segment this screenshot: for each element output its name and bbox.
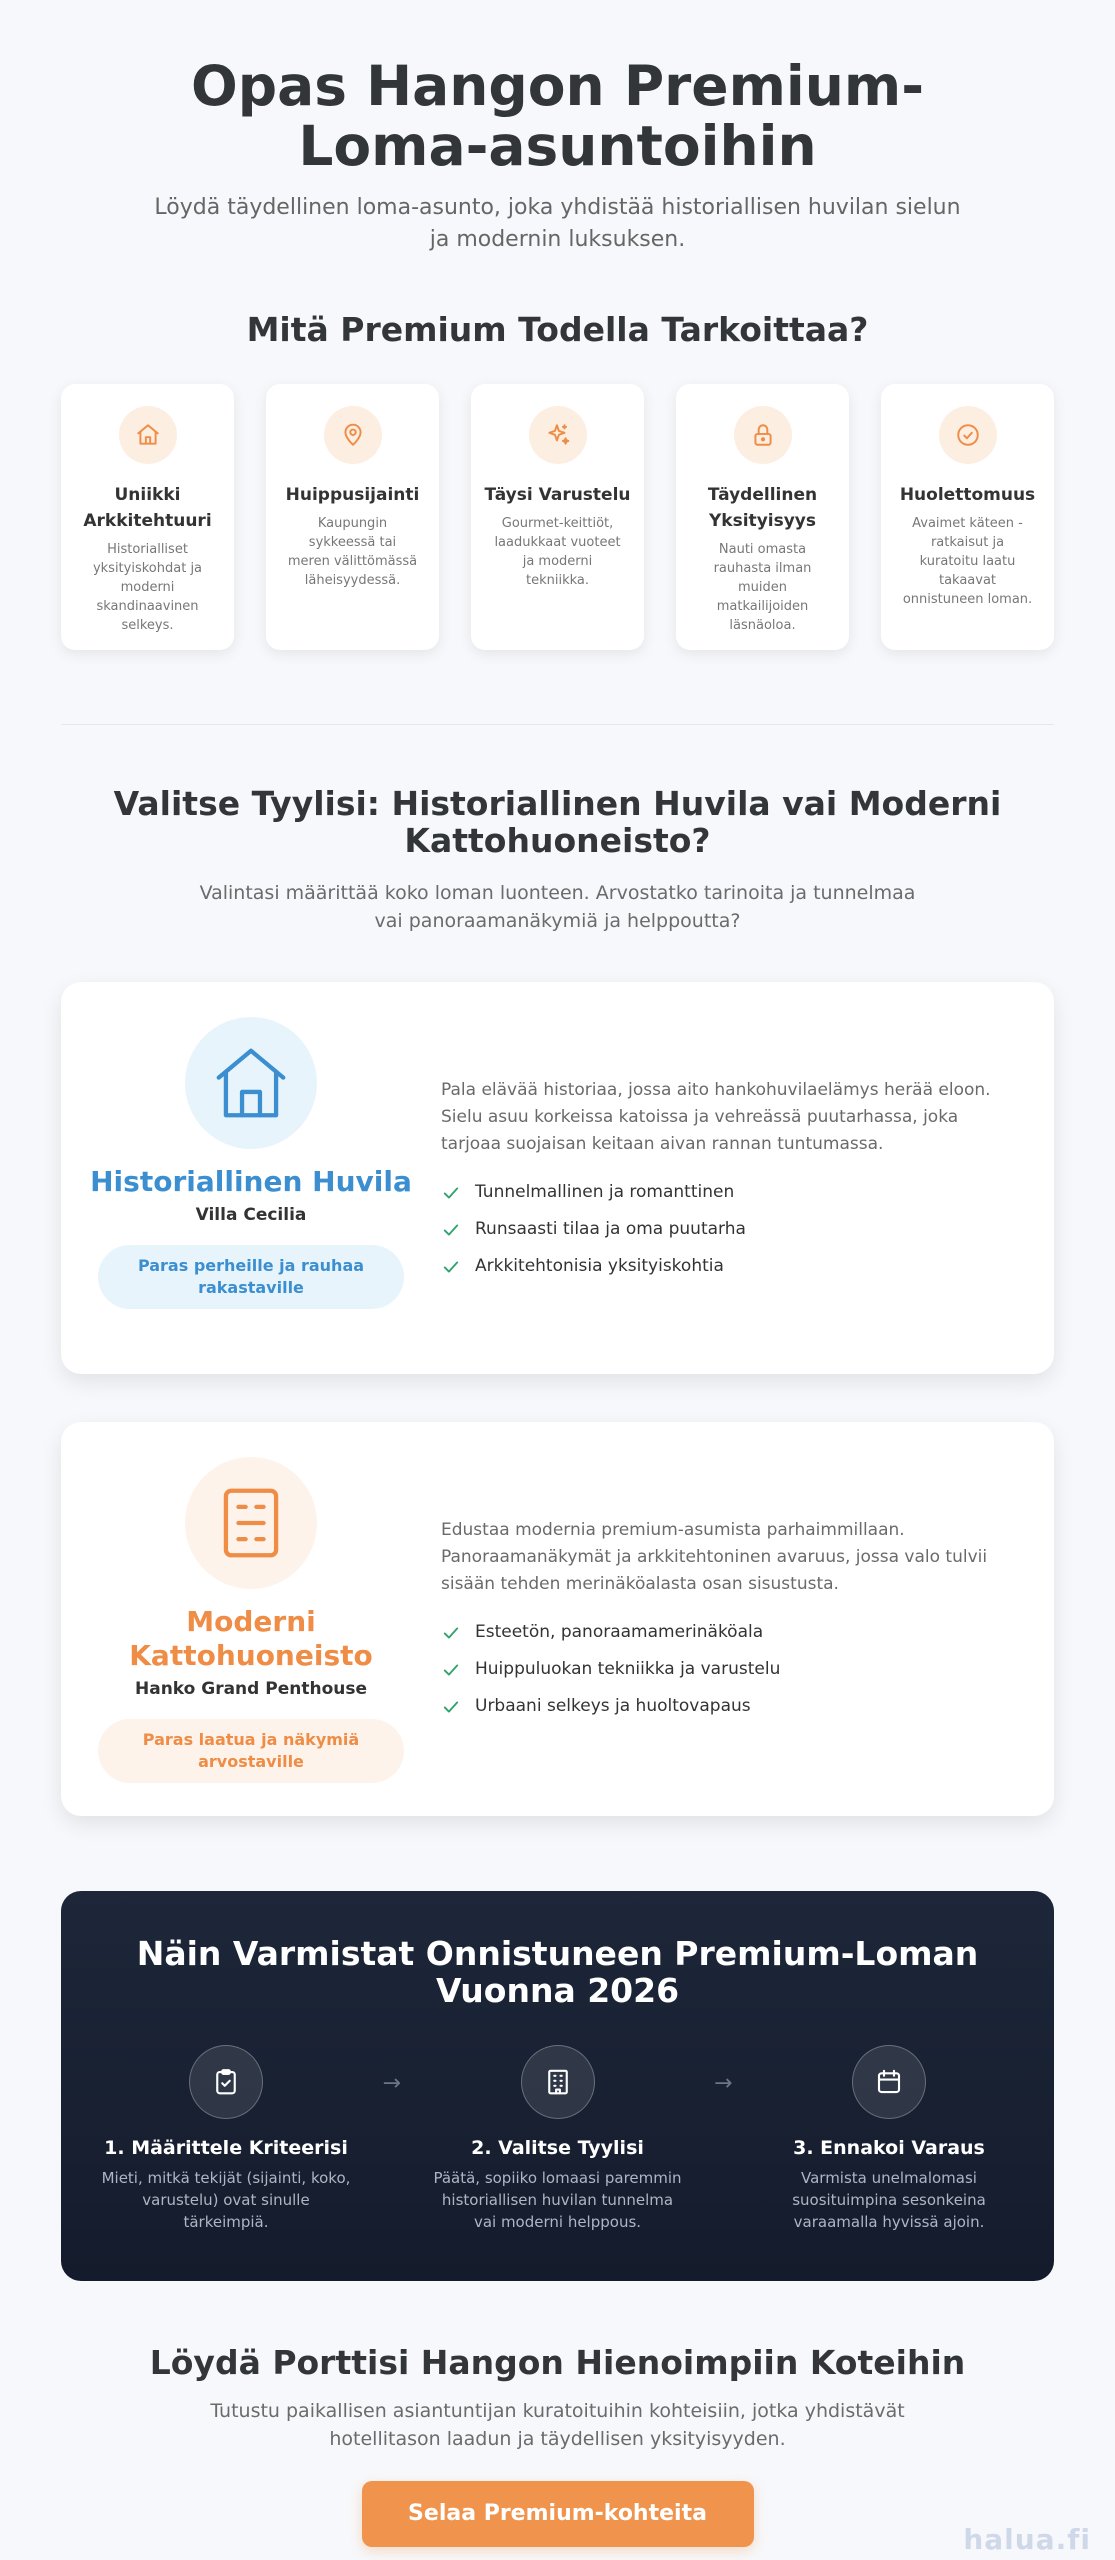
step-title: 1. Määrittele Kriteerisi — [104, 2137, 348, 2159]
feature-desc: Nauti omasta rauhasta ilman muiden matkailijoiden läsnäoloa. — [713, 542, 812, 633]
browse-premium-button[interactable]: Selaa Premium-kohteita — [362, 2481, 754, 2547]
option-badge: Paras laatua ja näkymiä arvostaville — [98, 1719, 404, 1783]
list-item — [441, 1174, 1018, 1211]
building-icon — [521, 2045, 595, 2119]
page — [61, 0, 1054, 2547]
option-check-list — [441, 1174, 1018, 1285]
feature-title: Uniikki Arkkitehtuuri — [83, 485, 212, 531]
option-title: Historiallinen Huvila — [90, 1165, 412, 1198]
option-summary — [61, 1422, 441, 1816]
clipboard-check-icon — [189, 2045, 263, 2119]
step-title: 3. Ennakoi Varaus — [793, 2137, 985, 2159]
style-title: Valitse Tyylisi: Historiallinen Huvila vai Moderni Kattohuoneisto? — [113, 784, 1002, 860]
feature-title: Täysi Varustelu — [484, 485, 631, 505]
lock-icon — [734, 406, 792, 464]
building-icon — [185, 1457, 317, 1589]
step-title: 2. Valitse Tyylisi — [471, 2137, 644, 2159]
check-item-label: Urbaani selkeys ja huoltovapaus — [475, 1696, 751, 1716]
step-item — [764, 2045, 1014, 2233]
checkmark-icon — [441, 1660, 461, 1680]
check-item-label: Tunnelmallinen ja romanttinen — [475, 1182, 735, 1202]
watermark-logo: halua.fi — [963, 2523, 1091, 2556]
style-lead: Valintasi määrittää koko loman luonteen. Arvostatko tarinoita ja tunnelmaa vai panoraamanäkymiä ja helppoutta? — [199, 882, 916, 932]
steps-panel — [61, 1891, 1054, 2281]
hero-subtitle: Löydä täydellinen loma-asunto, joka yhdistää historiallisen huvilan sielun ja modernin luksuksen. — [154, 195, 961, 252]
calendar-icon — [852, 2045, 926, 2119]
step-desc: Päätä, sopiiko lomaasi paremmin historiallisen huvilan tunnelma vai moderni helppous. — [433, 2169, 682, 2231]
cta-title: Löydä Porttisi Hangon Hienoimpiin Koteihin — [149, 2343, 966, 2382]
option-details — [441, 1422, 1054, 1816]
check-item-label: Runsaasti tilaa ja oma puutarha — [475, 1219, 746, 1239]
steps-title: Näin Varmistat Onnistuneen Premium-Loman Vuonna 2026 — [136, 1934, 979, 2010]
feature-grid — [61, 384, 1054, 650]
check-item-label: Arkkitehtonisia yksityiskohtia — [475, 1256, 724, 1276]
checkmark-icon — [441, 1183, 461, 1203]
step-item — [433, 2045, 683, 2233]
check-circle-icon — [939, 406, 997, 464]
step-desc: Varmista unelmalomasi suosituimpina sesonkeina varaamalla hyvissä ajoin. — [792, 2169, 986, 2231]
checkmark-icon — [441, 1220, 461, 1240]
feature-title: Huolettomuus — [899, 485, 1036, 505]
checkmark-icon — [441, 1697, 461, 1717]
option-check-list — [441, 1614, 1018, 1725]
map-pin-icon — [324, 406, 382, 464]
option-description: Pala elävää historiaa, jossa aito hankohuvilaelämys herää eloon. Sielu asuu korkeissa katoissa ja vehreässä puutarhassa, joka tarjoaa suojaisan keitaan aivan rannan tuntumassa. — [441, 1080, 991, 1154]
option-subtitle: Villa Cecilia — [195, 1205, 307, 1225]
premium-section — [61, 310, 1054, 650]
home-icon — [119, 406, 177, 464]
steps-row — [61, 2045, 1054, 2233]
feature-card-equipment — [471, 384, 644, 650]
feature-desc: Avaimet käteen -ratkaisut ja kuratoitu laatu takaavat onnistuneen loman. — [902, 516, 1033, 607]
step-desc: Mieti, mitkä tekijät (sijainti, koko, varustelu) ovat sinulle tärkeimpiä. — [101, 2169, 351, 2231]
option-description: Edustaa modernia premium-asumista parhaimmillaan. Panoraamanäkymät ja arkkitehtoninen avaruus, jossa valo tulvii sisään tehden merinäköalasta osan sisustusta. — [441, 1520, 988, 1594]
checkmark-icon — [441, 1623, 461, 1643]
cta-text: Tutustu paikallisen asiantuntijan kuratoituihin kohteisiin, jotka yhdistävät hotellitason laadun ja täydellisen yksityisyyden. — [210, 2400, 905, 2450]
option-details — [441, 982, 1054, 1374]
feature-title: Täydellinen Yksityisyys — [707, 485, 818, 531]
feature-card-carefree — [881, 384, 1054, 650]
checkmark-icon — [441, 1257, 461, 1277]
page-title: Opas Hangon Premium-Loma-asuntoihin — [190, 54, 925, 178]
section-divider — [61, 724, 1054, 725]
list-item — [441, 1211, 1018, 1248]
step-item — [101, 2045, 351, 2233]
house-icon — [185, 1017, 317, 1149]
feature-desc: Gourmet-keittiöt, laadukkaat vuoteet ja moderni tekniikka. — [494, 516, 621, 588]
option-summary — [61, 982, 441, 1374]
option-subtitle: Hanko Grand Penthouse — [135, 1679, 367, 1699]
option-card-villa[interactable] — [61, 982, 1054, 1374]
sparkles-icon — [529, 406, 587, 464]
feature-card-privacy — [676, 384, 849, 650]
check-item-label: Huippuluokan tekniikka ja varustelu — [475, 1659, 781, 1679]
option-title: Moderni Kattohuoneisto — [129, 1605, 373, 1672]
option-badge: Paras perheille ja rauhaa rakastaville — [98, 1245, 404, 1309]
arrow-right-icon: → — [714, 2071, 733, 2096]
hero-section — [61, 0, 1054, 256]
cta-section — [61, 2343, 1054, 2547]
feature-desc: Kaupungin sykkeessä tai meren välittömässä läheisyydessä. — [287, 516, 418, 588]
list-item — [441, 1688, 1018, 1725]
premium-title: Mitä Premium Todella Tarkoittaa? — [246, 310, 869, 349]
feature-title: Huippusijainti — [285, 485, 420, 505]
feature-card-architecture — [61, 384, 234, 650]
list-item — [441, 1651, 1018, 1688]
check-item-label: Esteetön, panoraamamerinäköala — [475, 1622, 764, 1642]
list-item — [441, 1614, 1018, 1651]
list-item — [441, 1248, 1018, 1285]
feature-desc: Historialliset yksityiskohdat ja moderni skandinaavinen selkeys. — [92, 542, 203, 633]
feature-card-location — [266, 384, 439, 650]
option-card-penthouse[interactable] — [61, 1422, 1054, 1816]
arrow-right-icon: → — [382, 2071, 401, 2096]
style-section — [61, 785, 1054, 1816]
